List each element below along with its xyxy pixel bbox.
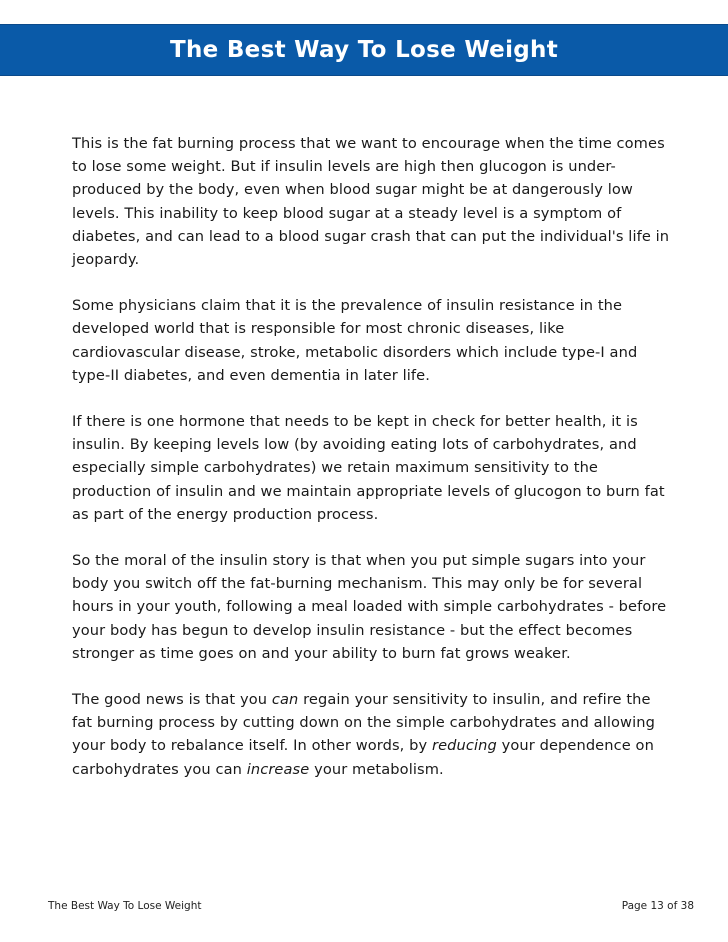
paragraph-2: Some physicians claim that it is the prevalence of insulin resistance in the developed world that is responsible for most chronic diseases, like cardiovascular disease, stroke, metabolic disorders which include type-I and type-II diabetes, and even dementia in later life.	[72, 297, 638, 384]
paragraph-5-text-2: regain your sensitivity to insulin, and refire the fat burning process by cutting down on the simple carbohydrates and allowing your body to rebalance itself. In other words, by	[72, 691, 655, 755]
footer-document-title: The Best Way To Lose Weight	[48, 900, 202, 912]
paragraph-3: If there is one hormone that needs to be kept in check for better health, it is insulin. By keeping levels low (by avoiding eating lots of carbohydrates, and especially simple carbohydrates) we retain maximum sensitivity to the production of insulin and we maintain appropriate levels of glucogon to burn fat as part of the energy production process.	[72, 413, 665, 523]
emphasis-increase: increase	[246, 760, 310, 778]
paragraph-5-text-1: The good news is that you	[72, 691, 272, 709]
paragraph-5-text-4: your metabolism.	[309, 760, 444, 778]
paragraph-5-text-3: your dependence on carbohydrates you can	[72, 737, 654, 778]
paragraph-1: This is the fat burning process that we want to encourage when the time comes to lose some weight. But if insulin levels are high then glucogon is under-produced by the body, even when blood sugar might be at dangerously low levels. This inability to keep blood sugar at a steady level is a symptom of diabetes, and can lead to a blood sugar crash that can put the individual's life in jeopardy.	[72, 135, 670, 269]
emphasis-reducing: reducing	[432, 737, 497, 755]
emphasis-can: can	[271, 691, 299, 709]
paragraph-5	[72, 688, 672, 781]
page-title: The Best Way To Lose Weight	[169, 37, 558, 63]
footer-page-number: Page 13 of 38	[621, 900, 694, 912]
paragraph-4: So the moral of the insulin story is that when you put simple sugars into your body you switch off the fat-burning mechanism. This may only be for several hours in your youth, following a meal loaded with simple carbohydrates - before your body has begun to develop insulin resistance - but the effect becomes stronger as time goes on and your ability to burn fat grows weaker.	[72, 552, 667, 662]
header-band	[0, 24, 728, 76]
document-body	[72, 132, 672, 804]
